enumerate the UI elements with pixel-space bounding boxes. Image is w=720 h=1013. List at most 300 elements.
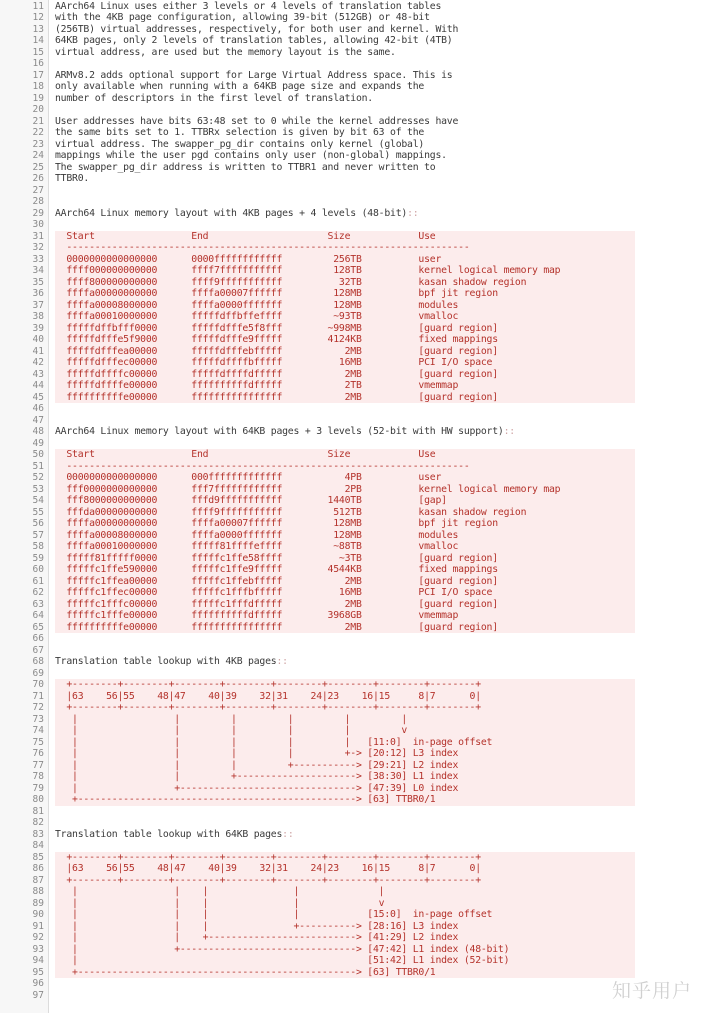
- line-number: 68: [32, 656, 44, 667]
- line-number: 21: [32, 115, 44, 127]
- line-text: [55, 173, 89, 185]
- line-content: fffffc1ffea00000 fffffc1ffebfffff 2MB [guard region]: [55, 575, 498, 587]
- line-content: fff8000000000000 fffd9fffffffffff 1440TB [gap]: [55, 495, 447, 506]
- line-number: 19: [32, 92, 44, 104]
- line-number: 60: [32, 564, 44, 575]
- text-line: [0, 886, 720, 898]
- line-number: 67: [32, 644, 44, 656]
- line-number: 63: [32, 598, 44, 610]
- text-line: [0, 300, 720, 312]
- line-content: fffffdfffec00000 fffffdffffbfffff 16MB PCI I/O space: [55, 357, 493, 368]
- line-text: [55, 875, 481, 887]
- line-text: [55, 783, 458, 795]
- text-line: [0, 415, 720, 427]
- text-line: [0, 265, 720, 277]
- line-text: [55, 610, 458, 622]
- line-content: fffffc1fffe00000 ffffffffffdfffff 3968GB vmemmap: [55, 610, 459, 621]
- line-text: [55, 794, 435, 806]
- text-line: [0, 208, 720, 220]
- line-text: [55, 426, 515, 438]
- line-content: fffffdffbfff0000 fffffdfffe5f8fff ~998MB [guard region]: [55, 322, 498, 334]
- literal-block-marker: ::: [282, 828, 294, 840]
- text-line: [0, 783, 720, 795]
- line-content: 64KB pages, only 2 levels of translation tables, allowing 42-bit (4TB): [55, 35, 453, 46]
- line-text: [55, 725, 407, 737]
- line-text: [55, 472, 441, 484]
- text-line: [0, 495, 720, 507]
- text-line: [0, 817, 720, 829]
- text-line: [0, 518, 720, 530]
- line-content: +--------+--------+--------+--------+--------+--------+--------+--------+: [55, 679, 481, 690]
- line-content: +--------+--------+--------+--------+--------+--------+--------+--------+: [55, 874, 481, 886]
- line-number: 14: [32, 35, 44, 46]
- line-number: 28: [32, 196, 44, 207]
- line-content: +-------------------------------------------------> [63] TTBR0/1: [55, 794, 436, 805]
- line-number: 23: [32, 138, 44, 150]
- line-content: mappings while the user pgd contains only user (non-global) mappings.: [55, 150, 447, 161]
- text-line: [0, 530, 720, 542]
- line-content: ffffa00000000000 ffffa00007ffffff 128MB bpf jit region: [55, 518, 498, 529]
- text-line: [0, 403, 720, 415]
- line-text: [55, 208, 418, 220]
- line-text: [55, 576, 498, 588]
- line-content: number of descriptors in the first level of translation.: [55, 92, 373, 104]
- line-content: fff0000000000000 fff7ffffffffffff 2PB kernel logical memory map: [55, 483, 561, 495]
- line-number: 94: [32, 955, 44, 966]
- text-line: [0, 242, 720, 254]
- line-number: 55: [32, 506, 44, 518]
- text-line: [0, 794, 720, 806]
- line-text: [55, 530, 458, 542]
- text-line: [0, 656, 720, 668]
- line-content: +-------------------------------------------------> [63] TTBR0/1: [55, 966, 436, 978]
- line-number: 50: [32, 449, 44, 460]
- line-content: +--------+--------+--------+--------+--------+--------+--------+--------+: [55, 851, 481, 863]
- text-line: [0, 70, 720, 82]
- line-number: 16: [32, 58, 44, 69]
- line-text: [55, 748, 458, 760]
- text-line: [0, 921, 720, 933]
- line-content: ffff000000000000 ffff7fffffffffff 128TB kernel logical memory map: [55, 265, 561, 276]
- line-text: [55, 909, 492, 921]
- line-text: [55, 852, 481, 864]
- line-text: [55, 369, 498, 381]
- line-number: 43: [32, 368, 44, 380]
- line-content: | | | | | |: [55, 713, 408, 725]
- text-line: [0, 1, 720, 13]
- line-text: [55, 944, 509, 956]
- literal-block-marker: ::: [407, 207, 419, 219]
- line-number: 79: [32, 782, 44, 794]
- text-line: [0, 369, 720, 381]
- line-text: [55, 495, 447, 507]
- text-line: [0, 852, 720, 864]
- line-content: AArch64 Linux memory layout with 64KB pages + 3 levels (52-bit with HW support): [55, 426, 504, 437]
- line-number: 74: [32, 725, 44, 736]
- text-line: [0, 323, 720, 335]
- line-text: [55, 541, 458, 553]
- text-line: [0, 449, 720, 461]
- text-line: [0, 461, 720, 473]
- line-content: | | +---------------------> [38:30] L1 index: [55, 771, 459, 782]
- line-number: 69: [32, 667, 44, 679]
- line-number: 62: [32, 587, 44, 598]
- line-number: 91: [32, 920, 44, 932]
- line-number: 65: [32, 621, 44, 633]
- text-line: [0, 863, 720, 875]
- line-number: 33: [32, 253, 44, 265]
- text-line: [0, 426, 720, 438]
- line-content: ffffa00000000000 ffffa00007ffffff 128MB bpf jit region: [55, 288, 498, 299]
- line-content: |63 56|55 48|47 40|39 32|31 24|23 16|15 8|7 0|: [55, 863, 481, 874]
- line-content: -----------------------------------------------------------------------: [55, 460, 470, 472]
- line-content: ffffa00008000000 ffffa0000fffffff 128MB modules: [55, 299, 459, 311]
- text-line: [0, 679, 720, 691]
- line-number: 87: [32, 874, 44, 886]
- line-content: | | | | | [11:0] in-page offset: [55, 736, 493, 748]
- line-content: -----------------------------------------------------------------------: [55, 242, 470, 253]
- text-line: [0, 507, 720, 519]
- line-text: [55, 24, 458, 36]
- line-content: User addresses have bits 63:48 set to 0 while the kernel addresses have: [55, 115, 459, 127]
- line-number: 71: [32, 690, 44, 702]
- line-text: [55, 81, 424, 93]
- text-line: [0, 725, 720, 737]
- line-number: 31: [32, 230, 44, 242]
- line-number: 75: [32, 736, 44, 748]
- line-text: [55, 265, 560, 277]
- line-number: 76: [32, 748, 44, 759]
- line-number: 89: [32, 897, 44, 909]
- line-number: 54: [32, 495, 44, 506]
- line-content: virtual address. The swapper_pg_dir contains only kernel (global): [55, 138, 425, 150]
- line-number: 77: [32, 759, 44, 771]
- text-line: [0, 668, 720, 680]
- text-line: [0, 12, 720, 24]
- line-text: [55, 622, 498, 634]
- line-text: [55, 553, 498, 565]
- line-number: 85: [32, 851, 44, 863]
- line-text: [55, 1, 441, 13]
- line-content: The swapper_pg_dir address is written to TTBR1 and never written to: [55, 161, 436, 173]
- line-content: | | | | +-> [20:12] L3 index: [55, 748, 459, 759]
- line-number: 80: [32, 794, 44, 805]
- text-line: [0, 944, 720, 956]
- line-number: 90: [32, 909, 44, 920]
- line-text: [55, 714, 407, 726]
- line-text: [55, 599, 498, 611]
- line-content: TTBR0.: [55, 173, 90, 184]
- line-number: 17: [32, 69, 44, 81]
- line-text: [55, 70, 452, 82]
- watermark: 知乎用户: [612, 980, 693, 1002]
- line-content: the same bits set to 1. TTBRx selection is given by bit 63 of the: [55, 127, 425, 138]
- line-text: [55, 242, 470, 254]
- text-line: [0, 610, 720, 622]
- line-content: fffffdfffea00000 fffffdfffebfffff 2MB [guard region]: [55, 345, 498, 357]
- text-line: [0, 875, 720, 887]
- text-line: [0, 633, 720, 645]
- line-text: [55, 518, 498, 530]
- text-line: [0, 81, 720, 93]
- text-line: [0, 357, 720, 369]
- line-content: 0000000000000000 000fffffffffffff 4PB user: [55, 472, 442, 483]
- line-number: 18: [32, 81, 44, 92]
- line-number: 56: [32, 518, 44, 529]
- line-number: 73: [32, 713, 44, 725]
- text-line: [0, 541, 720, 553]
- line-number: 12: [32, 12, 44, 23]
- text-line: [0, 116, 720, 128]
- line-content: | | | | [15:0] in-page offset: [55, 909, 493, 920]
- line-content: | [51:42] L1 index (52-bit): [55, 955, 510, 966]
- line-text: [55, 254, 441, 266]
- line-content: | +-------------------------------> [47:39] L0 index: [55, 782, 459, 794]
- text-line: [0, 334, 720, 346]
- line-content: Translation table lookup with 4KB pages: [55, 656, 277, 667]
- text-line: [0, 254, 720, 266]
- line-text: [55, 771, 458, 783]
- line-text: [55, 162, 435, 174]
- line-number: 70: [32, 679, 44, 690]
- line-content: fffda00000000000 ffff9fffffffffff 512TB kasan shadow region: [55, 506, 527, 518]
- line-text: [55, 311, 458, 323]
- line-text: [55, 150, 447, 162]
- text-line: [0, 771, 720, 783]
- text-line: [0, 587, 720, 599]
- line-content: Start End Size Use: [55, 449, 436, 460]
- text-line: [0, 898, 720, 910]
- line-text: [55, 760, 458, 772]
- line-text: [55, 656, 288, 668]
- line-content: | +-------------------------------> [47:42] L1 index (48-bit): [55, 943, 510, 955]
- text-line: [0, 150, 720, 162]
- text-line: [0, 932, 720, 944]
- line-number: 11: [32, 0, 44, 12]
- text-line: [0, 288, 720, 300]
- text-line: [0, 185, 720, 197]
- line-text: [55, 898, 384, 910]
- line-text: [55, 461, 470, 473]
- line-number: 83: [32, 828, 44, 840]
- text-line: [0, 58, 720, 70]
- line-text: [55, 12, 430, 24]
- text-line: [0, 484, 720, 496]
- line-content: ffff800000000000 ffff9fffffffffff 32TB kasan shadow region: [55, 276, 527, 288]
- text-line: [0, 346, 720, 358]
- line-number: 57: [32, 529, 44, 541]
- line-content: fffffdfffe5f9000 fffffdfffe9fffff 4124KB fixed mappings: [55, 334, 498, 345]
- line-content: virtual address, are used but the memory layout is the same.: [55, 46, 396, 58]
- line-number: 46: [32, 403, 44, 414]
- text-line: [0, 277, 720, 289]
- line-number: 15: [32, 46, 44, 58]
- line-number: 47: [32, 414, 44, 426]
- text-line: [0, 553, 720, 565]
- line-number: 48: [32, 426, 44, 437]
- line-content: AArch64 Linux memory layout with 4KB pages + 4 levels (48-bit): [55, 207, 408, 219]
- line-content: fffffdffffc00000 fffffdffffdfffff 2MB [guard region]: [55, 368, 498, 380]
- text-line: [0, 576, 720, 588]
- line-text: [55, 921, 458, 933]
- line-number: 92: [32, 932, 44, 943]
- line-content: | | | +----------> [28:16] L3 index: [55, 920, 459, 932]
- text-line: [0, 392, 720, 404]
- line-number: 35: [32, 276, 44, 288]
- line-content: ffffa00010000000 fffff81ffffeffff ~88TB vmalloc: [55, 541, 459, 552]
- text-line: [0, 219, 720, 231]
- text-line: [0, 380, 720, 392]
- text-line: [0, 35, 720, 47]
- line-number: 64: [32, 610, 44, 621]
- line-number: 22: [32, 127, 44, 138]
- line-number: 93: [32, 943, 44, 955]
- line-number: 84: [32, 840, 44, 851]
- text-line: [0, 231, 720, 243]
- text-line: [0, 139, 720, 151]
- line-text: [55, 449, 435, 461]
- line-number: 86: [32, 863, 44, 874]
- text-line: [0, 93, 720, 105]
- line-text: [55, 507, 526, 519]
- line-number: 24: [32, 150, 44, 161]
- text-line: [0, 760, 720, 772]
- line-number: 30: [32, 219, 44, 230]
- line-text: [55, 679, 481, 691]
- text-line: [0, 702, 720, 714]
- line-content: Start End Size Use: [55, 230, 436, 242]
- line-content: fffffdffffe00000 ffffffffffdfffff 2TB vmemmap: [55, 380, 459, 391]
- line-content: | | | | |: [55, 886, 385, 897]
- text-line: [0, 748, 720, 760]
- line-number: 72: [32, 702, 44, 713]
- line-number: 37: [32, 299, 44, 311]
- line-number: 13: [32, 23, 44, 35]
- text-line: [0, 438, 720, 450]
- line-number: 42: [32, 357, 44, 368]
- line-content: |63 56|55 48|47 40|39 32|31 24|23 16|15 8|7 0|: [55, 690, 481, 702]
- line-number: 27: [32, 184, 44, 196]
- line-content: | | | | v: [55, 897, 385, 909]
- line-text: [55, 323, 498, 335]
- text-line: [0, 955, 720, 967]
- line-number: 41: [32, 345, 44, 357]
- line-content: Translation table lookup with 64KB pages: [55, 828, 283, 840]
- line-text: [55, 380, 458, 392]
- line-content: fffffc1fffc00000 fffffc1fffdfffff 2MB [guard region]: [55, 598, 498, 610]
- line-text: [55, 277, 526, 289]
- line-text: [55, 484, 560, 496]
- line-number: 38: [32, 311, 44, 322]
- line-text: [55, 932, 458, 944]
- text-line: [0, 599, 720, 611]
- line-content: ffffffffffe00000 ffffffffffffffff 2MB [guard region]: [55, 391, 498, 403]
- line-text: [55, 587, 492, 599]
- text-line: [0, 829, 720, 841]
- text-line: [0, 737, 720, 749]
- line-number: 25: [32, 161, 44, 173]
- line-text: [55, 863, 481, 875]
- line-content: fffff81fffff0000 fffffc1ffe58ffff ~3TB [guard region]: [55, 552, 498, 564]
- text-line: [0, 806, 720, 818]
- text-line: [0, 714, 720, 726]
- line-content: ffffa00008000000 ffffa0000fffffff 128MB modules: [55, 529, 459, 541]
- line-number: 32: [32, 242, 44, 253]
- text-line: [0, 196, 720, 208]
- line-text: [55, 702, 481, 714]
- line-number: 51: [32, 460, 44, 472]
- line-content: only available when running with a 64KB page size and expands the: [55, 81, 425, 92]
- line-number: 81: [32, 805, 44, 817]
- line-text: [55, 139, 424, 151]
- line-text: [55, 334, 498, 346]
- line-text: [55, 737, 492, 749]
- line-content: ffffa00010000000 fffffdffbffeffff ~93TB vmalloc: [55, 311, 459, 322]
- text-line: [0, 909, 720, 921]
- line-number: 39: [32, 322, 44, 334]
- line-number: 59: [32, 552, 44, 564]
- line-number: 29: [32, 207, 44, 219]
- line-number: 52: [32, 472, 44, 483]
- line-content: | | | +-----------> [29:21] L2 index: [55, 759, 459, 771]
- line-content: with the 4KB page configuration, allowing 39-bit (512GB) or 48-bit: [55, 12, 430, 23]
- line-number: 96: [32, 978, 44, 989]
- line-text: [55, 47, 396, 59]
- line-content: | | +--------------------------> [41:29] L2 index: [55, 932, 459, 943]
- line-number: 61: [32, 575, 44, 587]
- line-number: 44: [32, 380, 44, 391]
- line-number: 45: [32, 391, 44, 403]
- line-text: [55, 346, 498, 358]
- line-number: 95: [32, 966, 44, 978]
- line-text: [55, 35, 452, 47]
- line-number: 20: [32, 104, 44, 115]
- line-content: | | | | | v: [55, 725, 408, 736]
- line-content: fffffc1ffe590000 fffffc1ffe9fffff 4544KB fixed mappings: [55, 564, 498, 575]
- text-line: [0, 173, 720, 185]
- text-line: [0, 104, 720, 116]
- line-text: [55, 829, 294, 841]
- line-number: 53: [32, 483, 44, 495]
- line-content: fffffc1ffec00000 fffffc1fffbfffff 16MB PCI I/O space: [55, 587, 493, 598]
- line-number: 78: [32, 771, 44, 782]
- line-number: 97: [32, 989, 44, 1001]
- text-line: [0, 24, 720, 36]
- line-number: 36: [32, 288, 44, 299]
- line-content: AArch64 Linux uses either 3 levels or 4 levels of translation tables: [55, 0, 442, 12]
- text-line: [0, 691, 720, 703]
- line-text: [55, 967, 435, 979]
- line-number: 58: [32, 541, 44, 552]
- line-content: (256TB) virtual addresses, respectively, for both user and kernel. With: [55, 23, 459, 35]
- line-text: [55, 955, 509, 967]
- line-number: 66: [32, 633, 44, 644]
- line-number: 88: [32, 886, 44, 897]
- text-line: [0, 840, 720, 852]
- line-number: 26: [32, 173, 44, 184]
- line-text: [55, 357, 492, 369]
- line-content: ffffffffffe00000 ffffffffffffffff 2MB [guard region]: [55, 621, 498, 633]
- text-line: [0, 645, 720, 657]
- line-text: [55, 564, 498, 576]
- line-number: 34: [32, 265, 44, 276]
- text-line: [0, 472, 720, 484]
- text-line: [0, 127, 720, 139]
- text-line: [0, 162, 720, 174]
- line-text: [55, 231, 435, 243]
- line-text: [55, 288, 498, 300]
- line-text: [55, 300, 458, 312]
